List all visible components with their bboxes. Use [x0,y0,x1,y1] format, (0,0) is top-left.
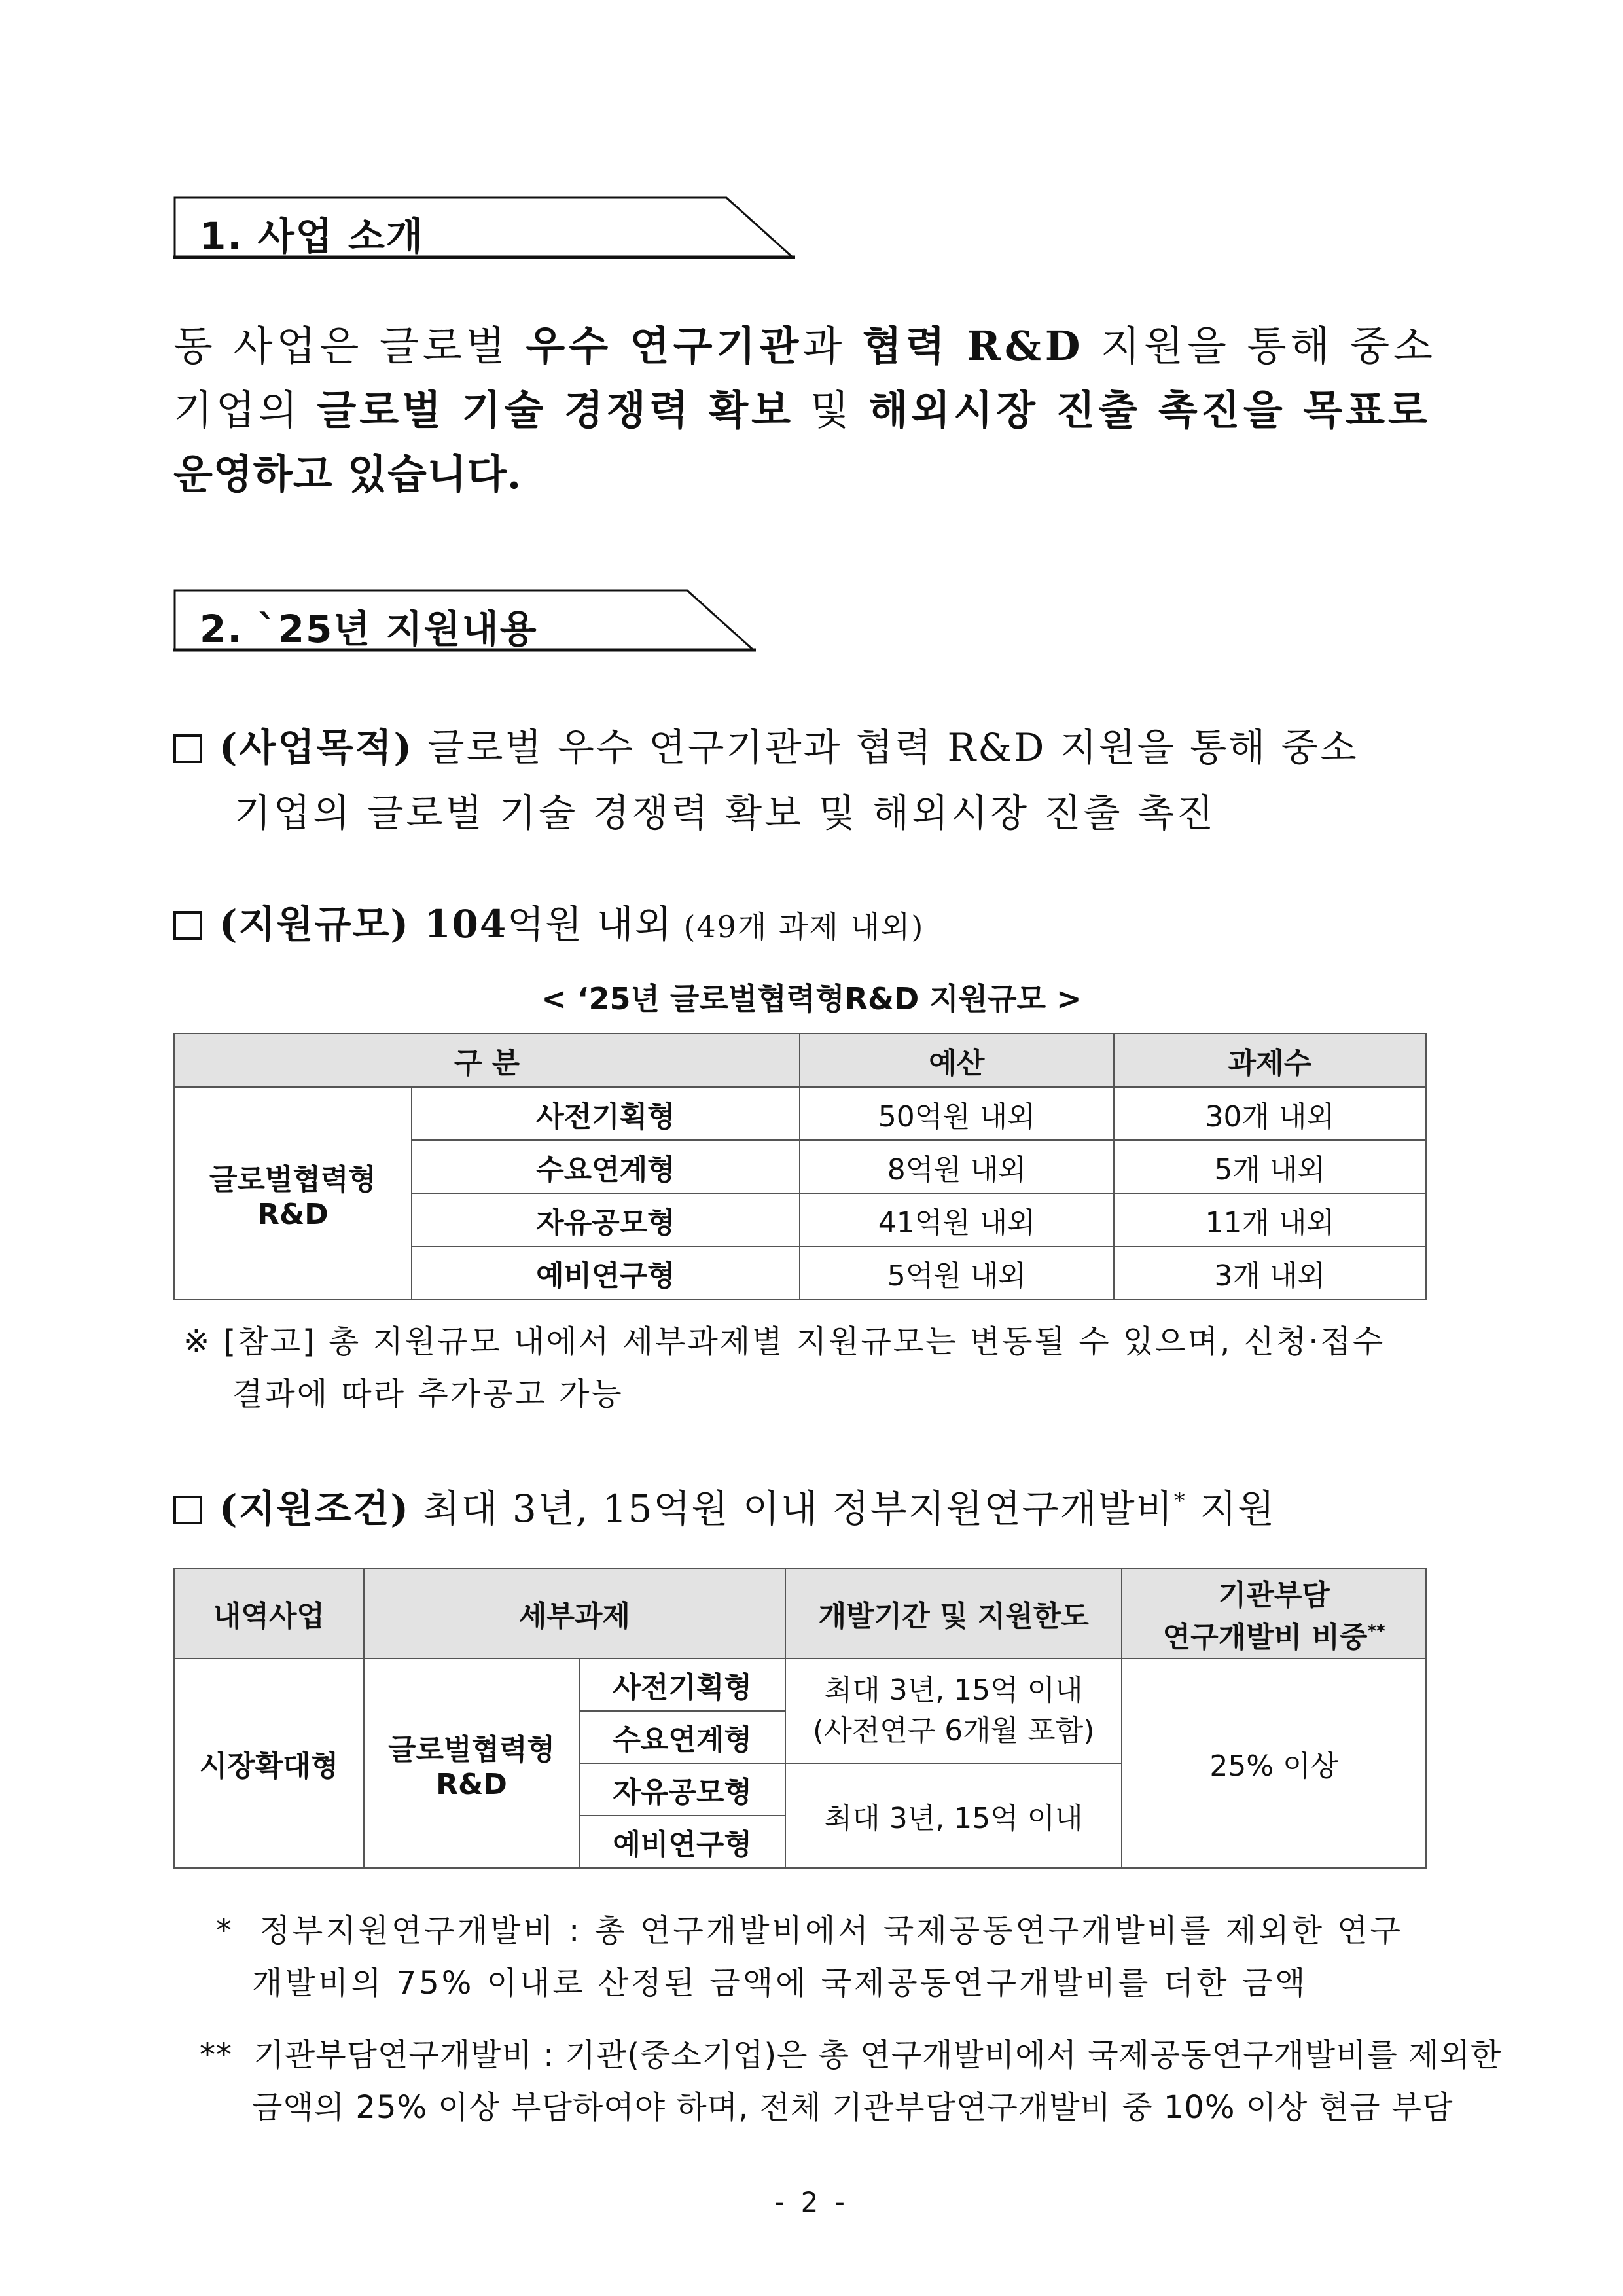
condition-line [173,1478,1275,1533]
footnote-line [216,1957,1403,2009]
table-row [174,1087,1426,1140]
header-ratio-line [1122,1613,1425,1655]
purpose-line-1 [173,717,1359,772]
conditions-table [173,1568,1427,1869]
intro-text: 지원을 통해 중소 [1084,322,1436,370]
footnote-text: 개발비의 75% 이내로 산정된 금액에 국제공동연구개발비를 더한 금액 [252,1965,1308,2001]
header-program: 내역사업 [174,1568,364,1659]
table-caption: < ‘25년 글로벌협력형R&D 지원규모 > [541,981,1082,1016]
period-text: 최대 3년, 15억 이내 [824,1674,1083,1707]
group-name: R&D [257,1197,329,1231]
header-ratio [1122,1568,1426,1659]
note-line-1 [183,1316,1385,1368]
note-text: 결과에 따라 추가공고 가능 [232,1376,624,1412]
page-number: - 2 - [774,2186,849,2218]
checkbox-icon [173,911,202,940]
count-cell: 5개 내외 [1114,1140,1427,1193]
section-title: 2. `25년 지원내용 [200,607,538,651]
period-cell: 최대 3년, 15억 이내 [785,1763,1122,1868]
footnote-marker: ** [1367,1621,1385,1641]
ratio-cell: 25% 이상 [1122,1659,1426,1868]
footnote-line [216,1905,1403,1957]
footnote-marker: * [1173,1488,1186,1515]
type-cell: 수요연계형 [579,1711,785,1763]
intro-text: 과 [802,322,863,370]
intro-text: 동 사업은 글로벌 [173,322,526,370]
period-cell [785,1659,1122,1763]
checkbox-icon [173,734,202,763]
intro-paragraph [173,314,1456,507]
section-title: 1. 사업 소개 [200,214,424,259]
intro-line-1 [173,314,1456,378]
table-row [174,1659,1426,1711]
budget-table [173,1033,1427,1300]
note-line-2 [183,1368,1385,1420]
scale-unit: 억원 내외 [507,902,673,946]
count-cell: 11개 내외 [1114,1193,1427,1246]
purpose-text: 글로벌 우수 연구기관과 협력 R&D 지원을 통해 중소 [414,725,1359,770]
purpose-label: (사업목적) [219,725,414,770]
intro-emphasis: 운영하고 있습니다. [173,450,522,498]
count-cell: 3개 내외 [1114,1246,1427,1299]
note-mark: ※ [183,1323,212,1360]
footnote-mark: ** [200,2037,232,2073]
purpose-line-2 [234,782,1216,837]
header-subtask: 세부과제 [364,1568,785,1659]
budget-cell: 5억원 내외 [800,1246,1113,1299]
intro-emphasis: 우수 연구기관 [526,322,803,370]
type-cell: 예비연구형 [579,1816,785,1868]
table-header-row [174,1568,1426,1659]
footnote-line [200,2081,1501,2134]
footnote-text: 기관부담연구개발비 : 기관(중소기업)은 총 연구개발비에서 국제공동연구개발비를 제외한 [253,2037,1502,2073]
footnote-mark: * [216,1912,234,1949]
scale-line [173,893,924,948]
footnote-line [200,2029,1501,2081]
group-cell [174,1087,412,1299]
intro-text: 및 [794,386,869,434]
footnote-1 [216,1905,1403,2009]
header-period: 개발기간 및 지원한도 [785,1568,1122,1659]
type-cell: 사전기획형 [412,1087,800,1140]
count-cell: 30개 내외 [1114,1087,1427,1140]
footnote-text: 금액의 25% 이상 부담하여야 하며, 전체 기관부담연구개발비 중 10% 이상 현금 부담 [252,2089,1454,2126]
reference-note [183,1316,1385,1420]
budget-cell: 8억원 내외 [800,1140,1113,1193]
group-name: 글로벌협력형 [209,1162,376,1196]
condition-label: (지원조건) [219,1486,410,1531]
intro-emphasis: 협력 R&D [862,322,1084,370]
period-text: (사전연구 6개월 포함) [813,1714,1095,1748]
footnote-text: 정부지원연구개발비 : 총 연구개발비에서 국제공동연구개발비를 제외한 연구 [259,1912,1404,1949]
intro-emphasis: 글로벌 기술 경쟁력 확보 [317,386,794,434]
note-text: [참고] 총 지원규모 내에서 세부과제별 지원규모는 변동될 수 있으며, 신청·접수 [223,1323,1385,1360]
intro-emphasis: 해외시장 진출 촉진을 목표로 [868,386,1431,434]
intro-line-2 [173,378,1456,442]
type-cell: 자유공모형 [579,1763,785,1816]
header-budget: 예산 [800,1033,1113,1087]
program-cell: 시장확대형 [174,1659,364,1868]
type-cell: 자유공모형 [412,1193,800,1246]
header-ratio-line: 기관부담 [1218,1579,1330,1612]
checkbox-icon [173,1496,202,1524]
header-ratio-text: 연구개발비 비중 [1162,1621,1368,1654]
condition-text: 최대 3년, 15억원 이내 정부지원연구개발비 [410,1486,1174,1531]
budget-cell: 41억원 내외 [800,1193,1113,1246]
type-cell: 사전기획형 [579,1659,785,1711]
footnote-2 [200,2029,1501,2134]
header-count: 과제수 [1114,1033,1427,1087]
header-category: 구 분 [174,1033,800,1087]
table-header-row [174,1033,1426,1087]
intro-text: 기업의 [173,386,317,434]
type-cell: 수요연계형 [412,1140,800,1193]
purpose-text: 기업의 글로벌 기술 경쟁력 확보 및 해외시장 진출 촉진 [234,791,1217,835]
condition-text: 지원 [1186,1486,1276,1531]
type-cell: 예비연구형 [412,1246,800,1299]
intro-line-3 [173,442,1456,507]
group-name: R&D [436,1767,507,1801]
budget-cell: 50억원 내외 [800,1087,1113,1140]
scale-amount: 104 [410,902,508,946]
group-name: 글로벌협력형 [388,1732,556,1767]
scale-extra: (49개 과제 내외) [672,909,925,944]
group-cell [364,1659,580,1868]
scale-label: (지원규모) [219,902,410,946]
